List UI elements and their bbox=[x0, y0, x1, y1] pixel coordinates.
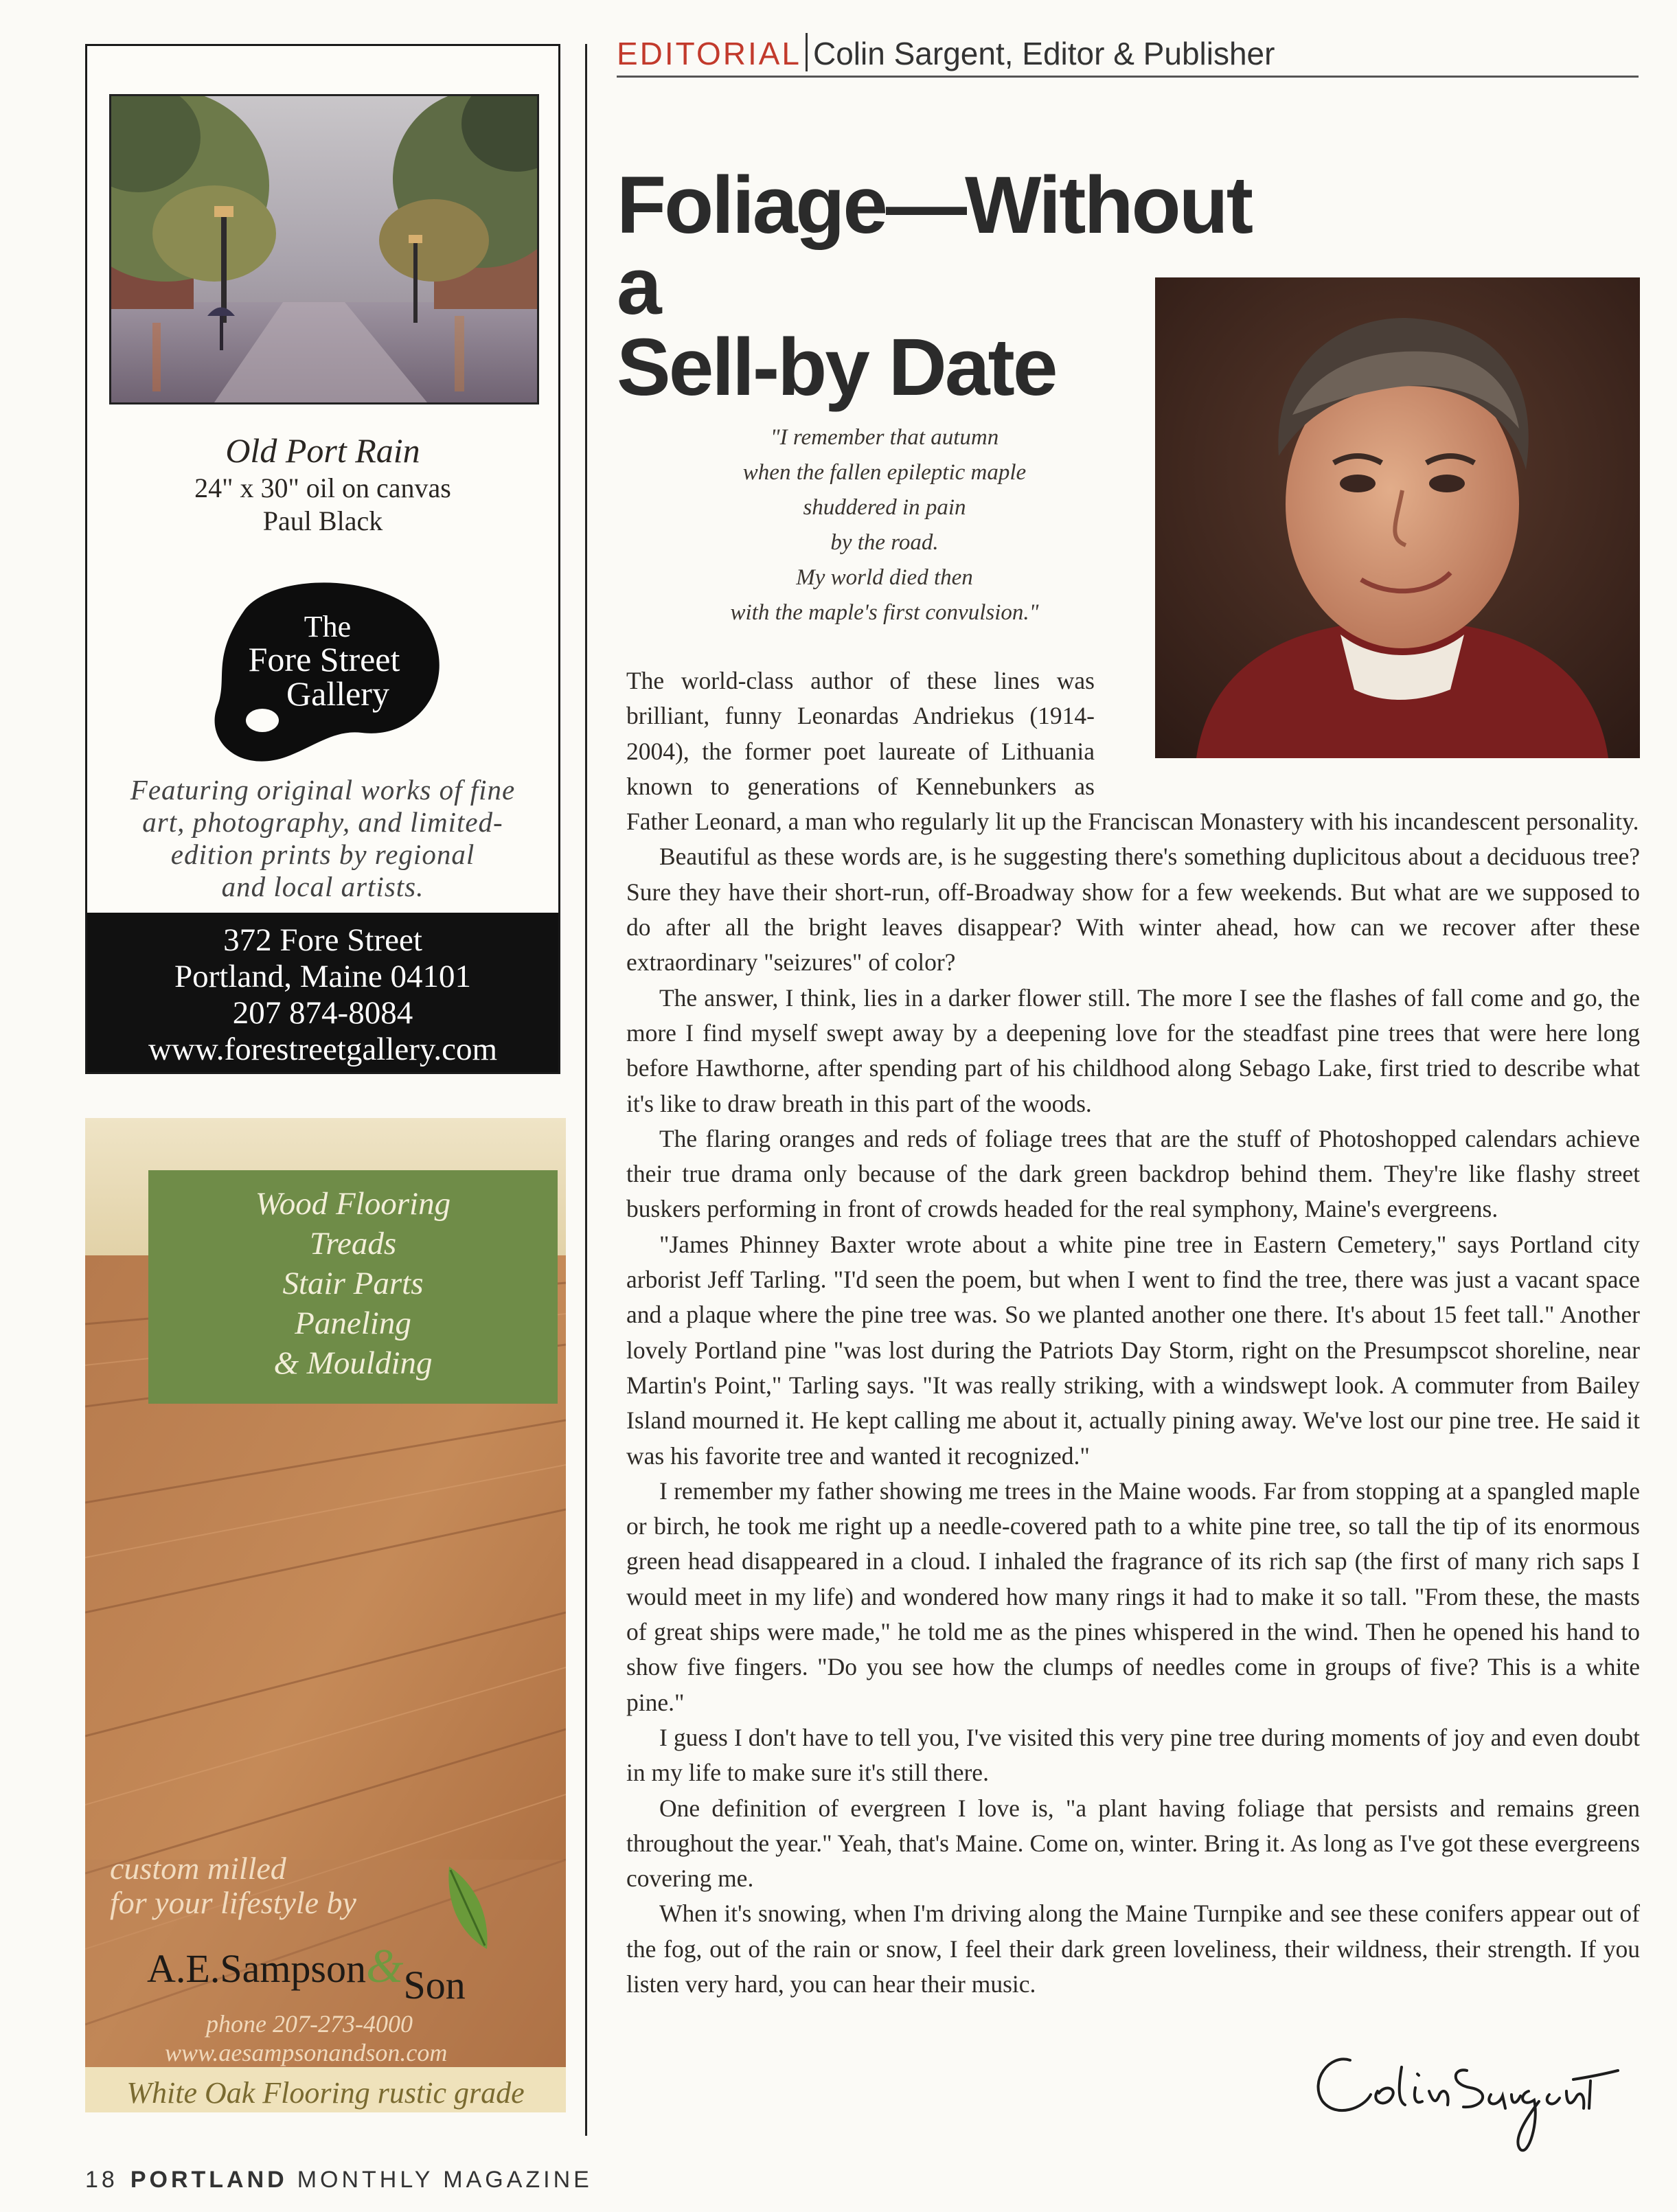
tagline-line: for your lifestyle by bbox=[110, 1885, 356, 1920]
product-item: Treads bbox=[309, 1226, 397, 1262]
sampson-caption: White Oak Flooring rustic grade bbox=[126, 2076, 525, 2110]
sampson-ad bbox=[85, 1118, 566, 2112]
article-paragraph: I remember my father showing me trees in the Maine woods. Far from stopping at a spangled maple or birch, he took me right up a needle-covered path to a white pine tree, so tall the tip of its enormous green head disappeared in a cloud. I inhaled the fragrance of its rich sap (the first of many rich saps I would meet in my life) and wondered how many rings it had to make it so tall. "From these, the masts of great ships were made," he told me as the pines whispered in the wind. Then he opened his hand to show five fingers. "Do you see how the clumps of needles come in groups of five? This is a white pine." bbox=[626, 1476, 1640, 1716]
column-divider bbox=[585, 44, 587, 2136]
article-paragraph: The world-class author of these lines was brilliant, funny Leonardas Andriekus (1914-2004), the former poet laureate of Lithuania known to generations of Kennebunkers as Father Leonard, a man who regularly lit up the Franciscan Monastery with his incandescent personality. bbox=[626, 667, 1639, 836]
article-paragraph: The flaring oranges and reds of foliage trees that are the stuff of Photoshopped calendars achieve their true drama only because of the dark green backdrop behind them. They're like flashy street buskers performing in front of crowds headed for the real symphony, Maine's evergreens. bbox=[626, 1124, 1640, 1223]
gallery-address-block bbox=[87, 913, 558, 1072]
gallery-description-line: art, photography, and limited- bbox=[142, 806, 503, 838]
product-item: Stair Parts bbox=[282, 1266, 424, 1301]
sampson-company-name bbox=[147, 1939, 466, 2007]
painting-title: Old Port Rain bbox=[225, 431, 420, 470]
sampson-tagline bbox=[110, 1851, 356, 1920]
gallery-description bbox=[87, 774, 558, 903]
company-ampersand: & bbox=[366, 1940, 404, 1993]
headline-line: Foliage—Without a bbox=[617, 160, 1252, 332]
painting-size: 24" x 30" oil on canvas bbox=[194, 472, 451, 503]
article-paragraph: When it's snowing, when I'm driving along the Maine Turnpike and see these conifers appear out of the fog, out of the rain or snow, I feel their dark green loveliness, their wildness, their strength. If you listen very hard, you can hear their music. bbox=[626, 1900, 1640, 1998]
product-item: Wood Flooring bbox=[255, 1186, 451, 1222]
sampson-website-link[interactable]: www.aesampsonandson.com bbox=[165, 2039, 448, 2066]
epigraph-line: My world died then bbox=[796, 565, 973, 590]
product-item: Paneling bbox=[295, 1305, 411, 1341]
section-label: EDITORIAL bbox=[617, 36, 801, 71]
products-box bbox=[148, 1170, 558, 1404]
section-header bbox=[617, 33, 1639, 78]
magazine-brand: PORTLAND bbox=[130, 2167, 288, 2193]
sampson-phone: phone 207-273-4000 bbox=[206, 2010, 413, 2038]
epigraph-line: with the maple's first convulsion." bbox=[730, 600, 1039, 625]
gallery-street: 372 Fore Street bbox=[223, 922, 422, 958]
article-paragraph: Beautiful as these words are, is he suggesting there's something duplicitous about a deciduous tree? Sure they have their short-run, off-Broadway show for a few weekends. But what are we supposed to do after all the bright leaves disappear? With winter ahead, how can we recover after these extraordinary "seizures" of color? bbox=[626, 843, 1640, 977]
gallery-description-line: Featuring original works of fine bbox=[130, 774, 516, 806]
gallery-website-link[interactable]: www.forestreetgallery.com bbox=[148, 1031, 498, 1067]
product-item: & Moulding bbox=[273, 1345, 433, 1381]
gallery-phone: 207 874-8084 bbox=[232, 995, 413, 1031]
headline-line: Sell-by Date bbox=[617, 322, 1056, 413]
epigraph-line: by the road. bbox=[830, 530, 939, 555]
logo-line-2: Fore Street bbox=[248, 640, 400, 679]
epigraph bbox=[659, 420, 1110, 630]
portrait-wrap-spacer bbox=[1099, 663, 1640, 798]
article-paragraph: "James Phinney Baxter wrote about a white pine tree in Eastern Cemetery," says Portland city arborist Jeff Tarling. "I'd seen the poem, but when I went to find the tree, there was just a vacant space and a plaque where the pine tree was. So we planted another one there. It's about 15 feet tall." Another lovely Portland pine "was lost during the Patriots Day Storm, right on the Presumpscot shoreline, near Martin's Point," Tarling says. "It was really striking, with a windswept look. A commuter from Bailey Island mourned it. He kept calling me about it, actually pining away. We've lost our pine tree. He said it was his favorite tree and wanted it recognized." bbox=[626, 1230, 1640, 1470]
byline: Colin Sargent, Editor & Publisher bbox=[813, 36, 1275, 71]
header-separator bbox=[806, 33, 808, 71]
company-son: Son bbox=[403, 1963, 466, 2007]
gallery-city: Portland, Maine 04101 bbox=[174, 959, 472, 994]
tagline-line: custom milled bbox=[110, 1851, 286, 1886]
painting-artist: Paul Black bbox=[262, 505, 383, 536]
epigraph-line: shuddered in pain bbox=[803, 495, 966, 520]
magazine-subtitle: MONTHLY MAGAZINE bbox=[297, 2167, 593, 2193]
logo-line-3: Gallery bbox=[286, 674, 389, 713]
gallery-palette-logo bbox=[197, 568, 448, 774]
gallery-ad bbox=[85, 44, 560, 1074]
company-name: A.E.Sampson bbox=[147, 1946, 366, 1991]
article-paragraph: One definition of evergreen I love is, "a plant having foliage that persists and remains green throughout the year." Yeah, that's Maine. Come on, winter. Bring it. As long as I've got these evergreens covering me. bbox=[626, 1794, 1640, 1893]
epigraph-line: when the fallen epileptic maple bbox=[742, 460, 1027, 485]
page-number: 18 bbox=[85, 2167, 118, 2193]
gallery-description-line: edition prints by regional bbox=[170, 839, 475, 870]
article-paragraph: I guess I don't have to tell you, I've visited this very pine tree during moments of joy and even doubt in my life to make sure it's still there. bbox=[626, 1723, 1640, 1787]
article-paragraph: The answer, I think, lies in a darker flower still. The more I see the flashes of fall come and go, the more I find myself swept away by a deepening love for the steadfast pine trees that were here long before Hawthorne, after spending part of his childhood along Sebago Lake, first tried to describe what it's like to draw breath in this part of the woods. bbox=[626, 983, 1640, 1117]
logo-line-1: The bbox=[304, 610, 352, 643]
article-body bbox=[626, 663, 1640, 2002]
painting-image bbox=[109, 94, 539, 404]
gallery-description-line: and local artists. bbox=[221, 871, 424, 902]
editor-signature bbox=[1302, 2005, 1625, 2163]
epigraph-line: "I remember that autumn bbox=[770, 425, 999, 450]
page-footer bbox=[85, 2167, 593, 2193]
